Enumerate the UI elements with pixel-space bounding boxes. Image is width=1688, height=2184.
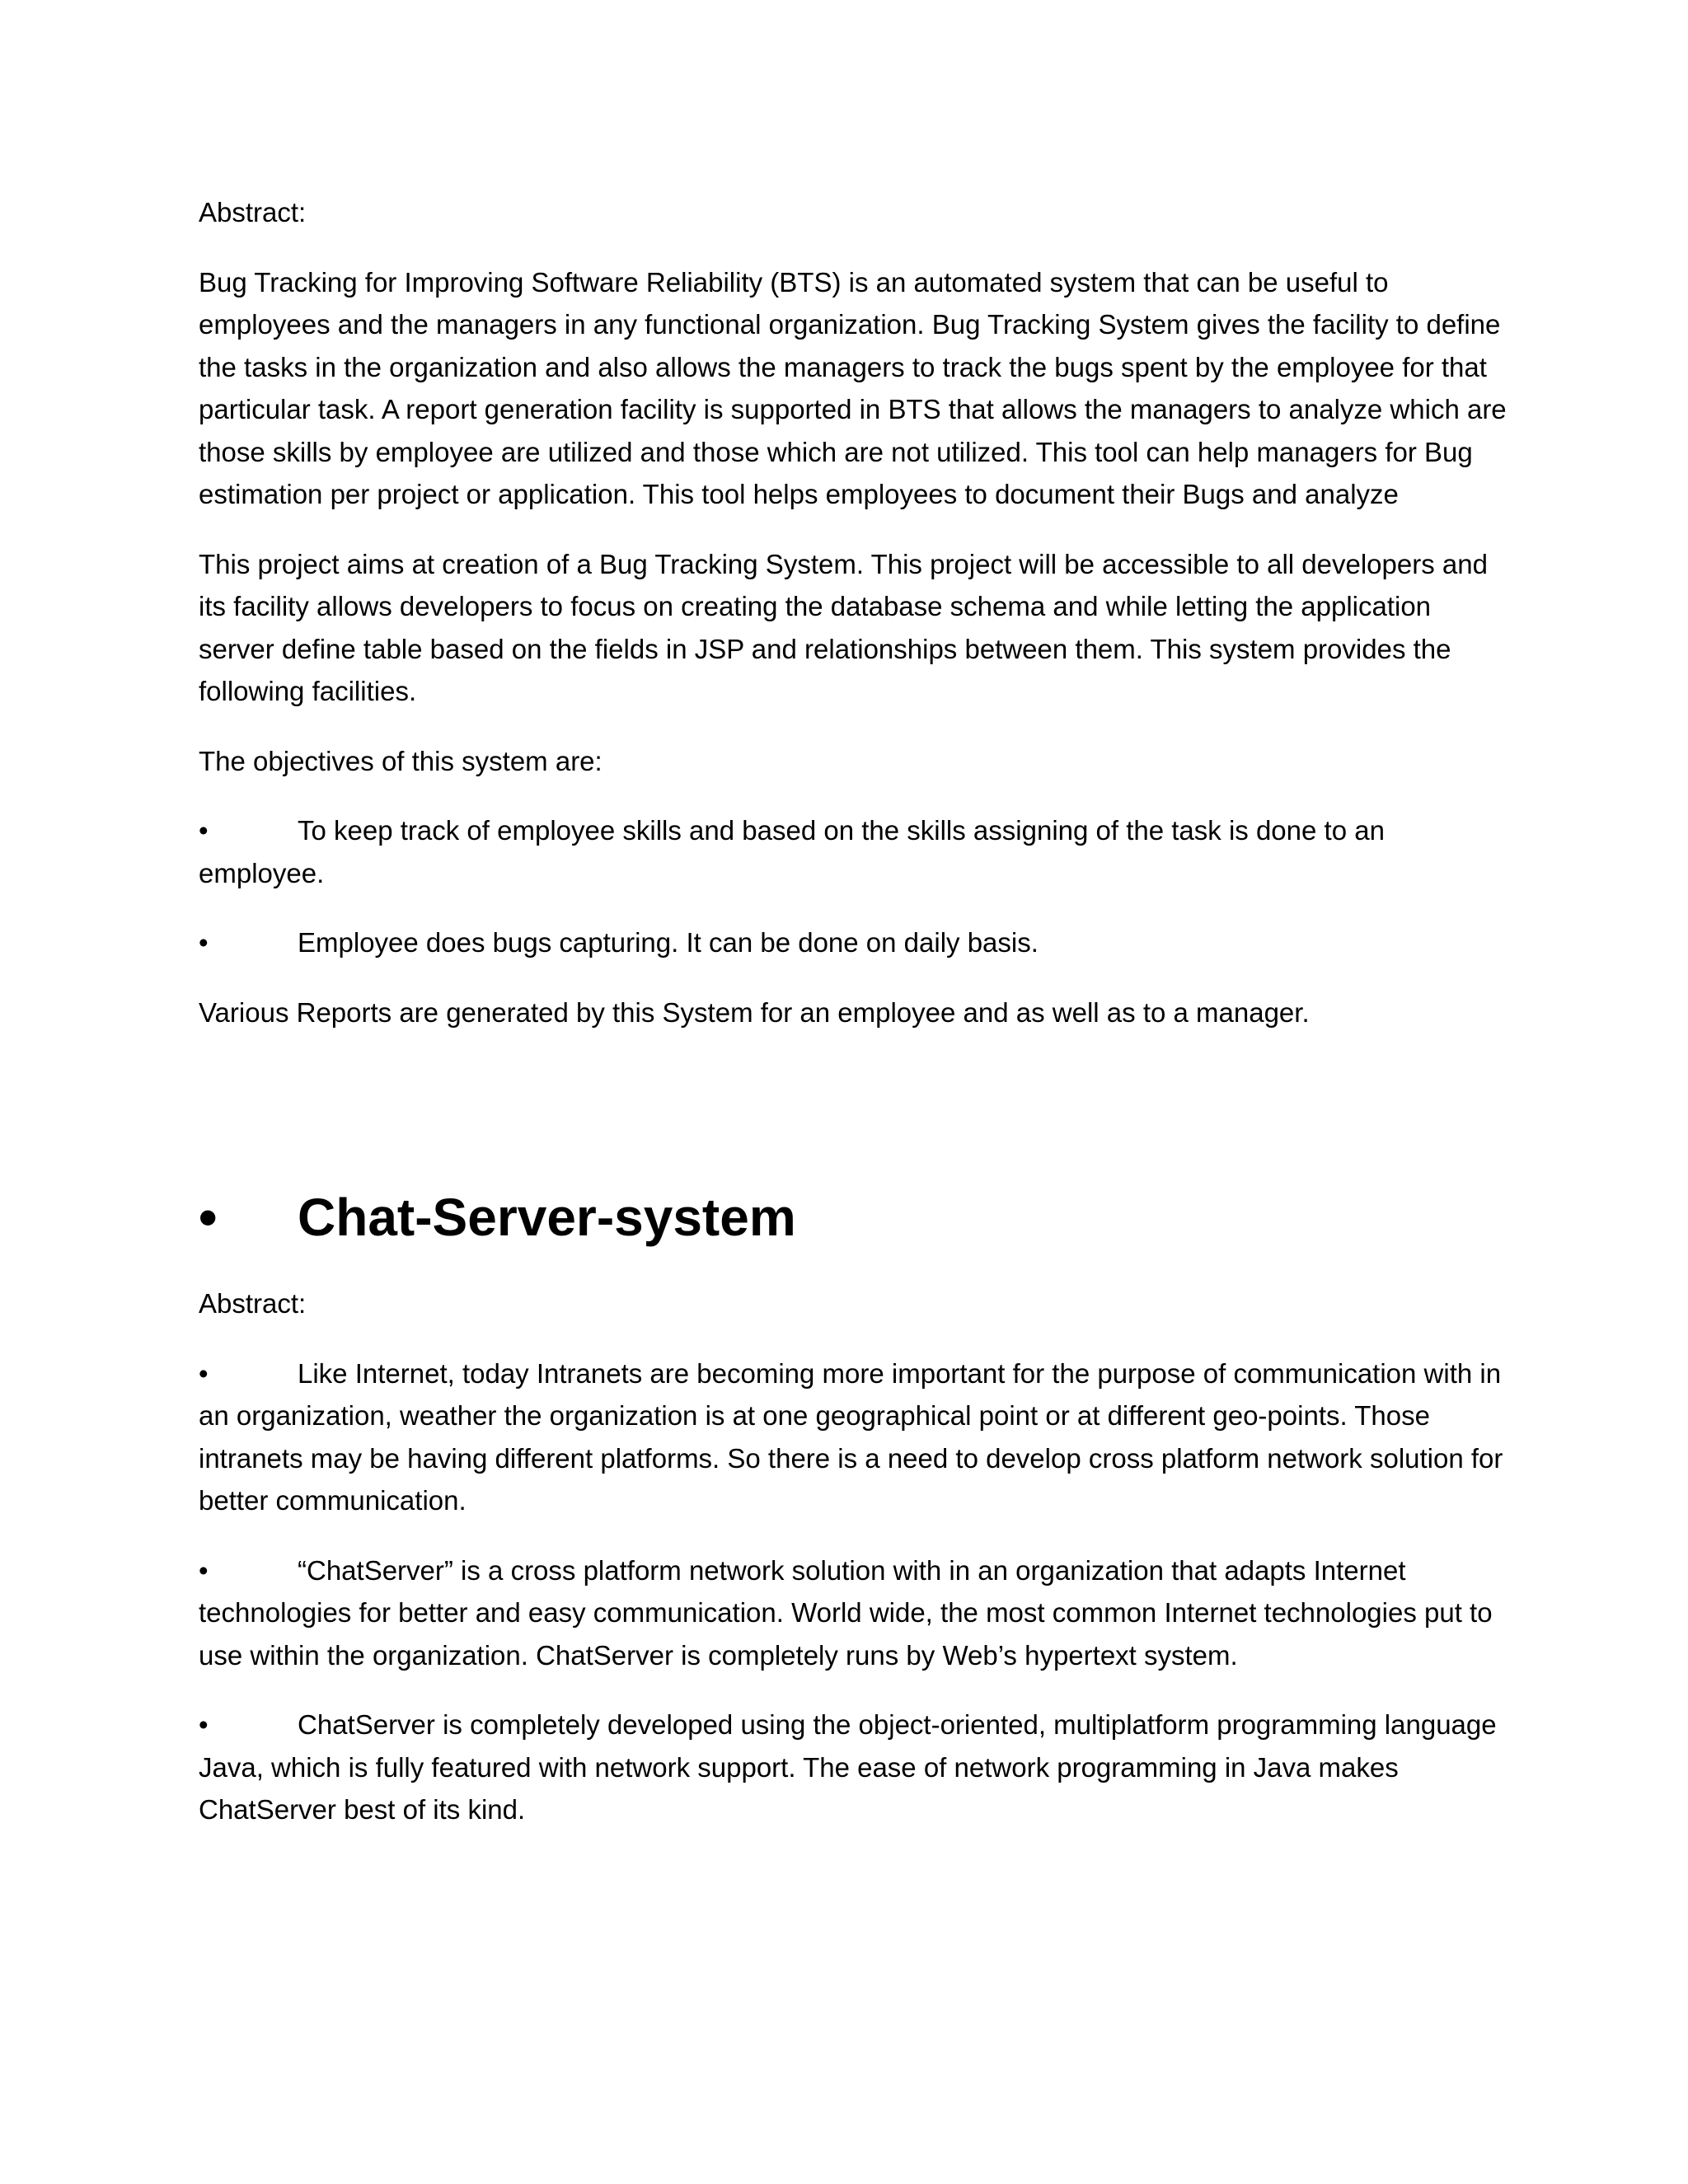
bullet-icon: •: [199, 1554, 209, 1586]
chat-point-text: Like Internet, today Intranets are becoming more important for the purpose of communication with in an organization, weather the organization is at one geographical point or at different geo-points. Those intranets may be having different platforms. So there is a need to develop cross platform network solution for better communication.: [199, 1357, 1503, 1516]
bts-paragraph-2: This project aims at creation of a Bug Tracking System. This project will be accessible to all developers and its facility allows developers to focus on creating the database schema and while letting the application server define table based on the fields in JSP and relationships between them. This system provides the following facilities.: [199, 548, 1488, 706]
bts-abstract-label: Abstract:: [199, 197, 307, 227]
bts-objective-item: [199, 921, 1509, 964]
document-content: [199, 191, 1509, 1831]
bts-objective-text: Employee does bugs capturing. It can be done on daily basis.: [298, 927, 1039, 958]
bullet-icon: •: [199, 927, 209, 958]
bullet-icon: •: [199, 1357, 209, 1389]
bts-closing: Various Reports are generated by this System for an employee and as well as to a manager.: [199, 996, 1310, 1028]
chat-abstract-label: Abstract:: [199, 1288, 307, 1319]
chat-point-text: “ChatServer” is a cross platform network solution with in an organization that adapts Internet technologies for better and easy communication. World wide, the most common Internet technologies put to use within the organization. ChatServer is completely runs by Web’s hypertext system.: [199, 1554, 1493, 1671]
bullet-icon: •: [199, 815, 209, 846]
bts-paragraph-1: Bug Tracking for Improving Software Reliability (BTS) is an automated system that can be useful to employees and the managers in any functional organization. Bug Tracking System gives the facility to define the tasks in the organization and also allows the managers to track the bugs spent by the employee for that particular task. A report generation facility is supported in BTS that allows the managers to analyze which are those skills by employee are utilized and those which are not utilized. This tool can help managers for Bug estimation per project or application. This tool helps employees to document their Bugs and analyze: [199, 266, 1507, 509]
chat-point-text: ChatServer is completely developed using the object-oriented, multiplatform programming language Java, which is fully featured with network support. The ease of network programming in Java makes ChatServer best of its kind.: [199, 1709, 1497, 1825]
bts-objective-item: [199, 809, 1509, 894]
bullet-icon: •: [199, 1709, 209, 1740]
bts-objective-text: To keep track of employee skills and based on the skills assigning of the task is done to an employee.: [199, 815, 1385, 888]
chat-heading-title: Chat-Server-system: [298, 1188, 796, 1247]
bts-objectives-intro: The objectives of this system are:: [199, 745, 603, 776]
chat-section-heading: [199, 1180, 1509, 1254]
chat-point-item: [199, 1549, 1509, 1677]
chat-point-item: [199, 1704, 1509, 1831]
heading-bullet-icon: •: [199, 1188, 218, 1247]
chat-point-item: [199, 1352, 1509, 1522]
